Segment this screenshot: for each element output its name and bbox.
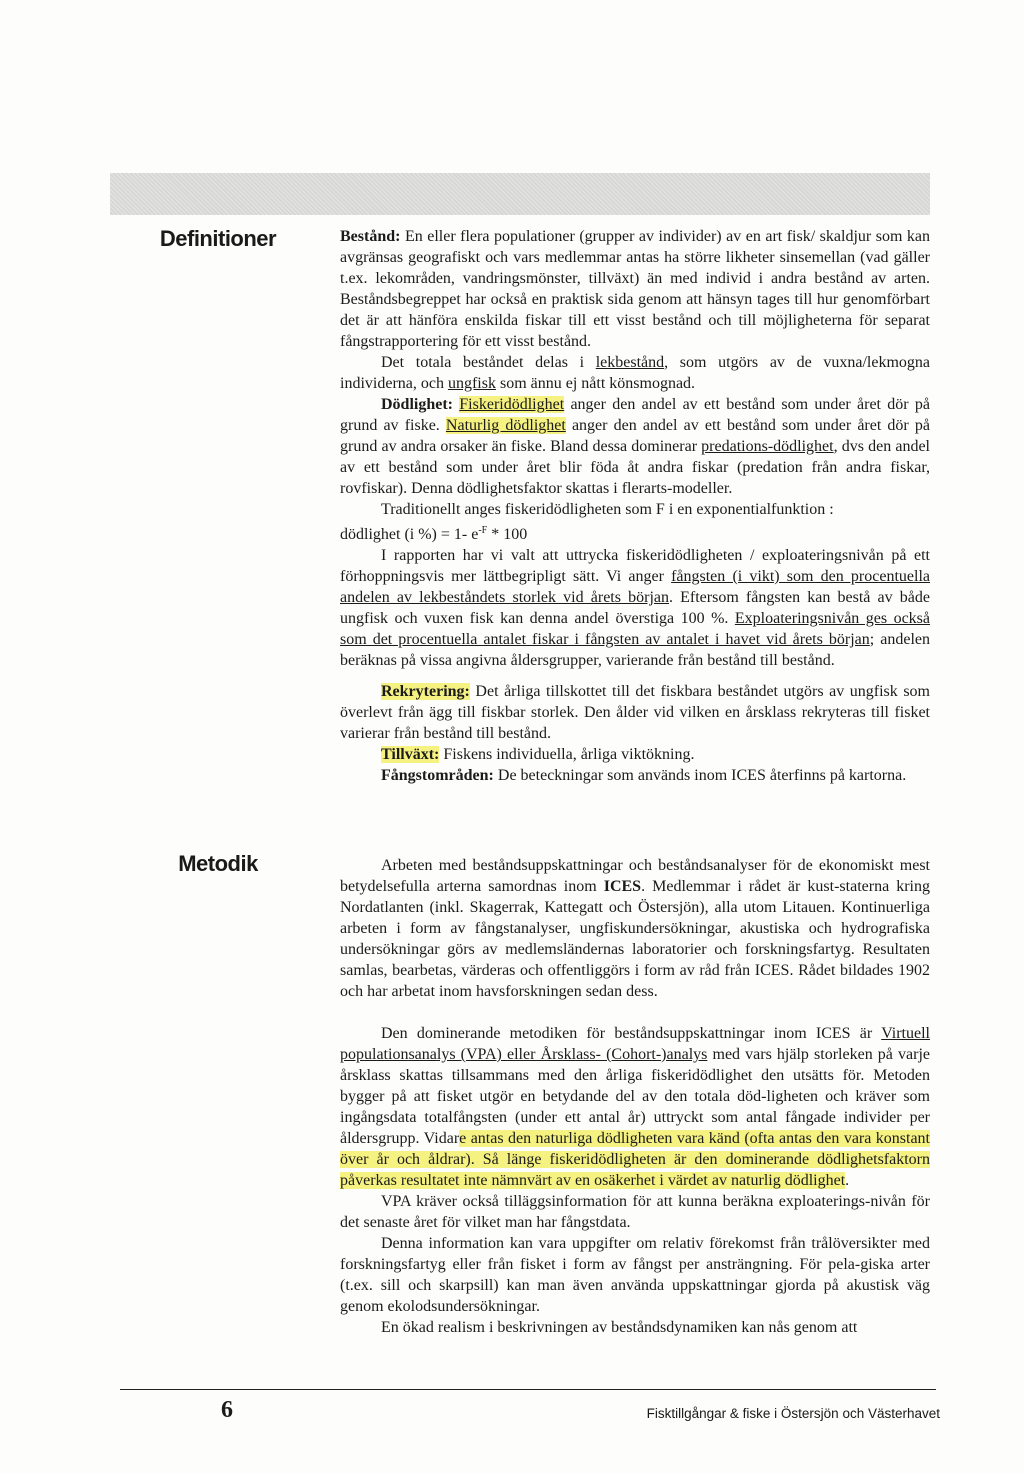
footer-title: Fisktillgångar & fiske i Östersjön och Västerhavet xyxy=(646,1406,940,1421)
definition-bestand xyxy=(340,226,930,352)
highlighted-term: Fiskeridödlighet xyxy=(459,396,565,413)
term-tillvaxt: Tillväxt: xyxy=(381,746,440,763)
methods-column xyxy=(340,855,930,1338)
underlined-term: ungfisk xyxy=(447,375,496,392)
text-run: anger den andel av ett bestånd som under året dör på grund av fiske. xyxy=(340,396,930,434)
section-heading-methods: Metodik xyxy=(178,851,258,876)
text-run: ; andelen beräknas på vissa angivna åldersgrupper, varierande från bestånd till bestånd. xyxy=(340,631,930,669)
term-bestand: Bestånd: xyxy=(340,228,401,245)
formula-exponent: -F xyxy=(478,525,488,536)
definition-fangstomraden xyxy=(340,765,930,786)
text-run: . xyxy=(845,1172,850,1189)
text-run: I rapporten har vi valt att uttrycka fiskeridödligheten / exploateringsnivån på ett förhoppningsvis mer lättbegripligt sätt. Vi anger xyxy=(340,547,930,585)
text-run: . Eftersom fångsten kan bestå av både ungfisk och vuxen fisk kan denna andel överstiga 100 %. xyxy=(340,589,930,627)
definition-tillvaxt xyxy=(340,744,930,765)
text-run: med vars hjälp storleken på varje årsklass skattas tillsammans med den årliga fiskeridödlighet den utsätts för. Metoden bygger på att fisket utgör en betydande del av den totala död-ligheten och kräver som ingångsdata totalfångsten (under ett antal år) uttryckt som antal fångade individer per åldersgrupp. Vidar xyxy=(340,1046,930,1147)
methods-paragraph-1 xyxy=(340,855,930,1002)
text-run: Det totala beståndet delas i xyxy=(381,354,596,371)
header-band xyxy=(110,173,930,215)
text-run: som ännu ej nått könsmognad. xyxy=(495,375,696,392)
term-fangstomraden: Fångstområden: xyxy=(381,767,494,784)
footer-rule xyxy=(120,1389,936,1390)
underlined-term: predations-dödlighet xyxy=(701,438,834,455)
definition-rekrytering xyxy=(340,681,930,744)
text-run: Det årliga tillskottet till det fiskbara beståndet utgörs av ungfisk som överlevt från ägg till fiskbar storlek. Den ålder vid vilken en årsklass rekryteras till fisket varierar från bestånd till bestånd. xyxy=(340,683,930,742)
methods-paragraph-3: VPA kräver också tilläggsinformation för att kunna beräkna exploaterings-nivån för det senaste året för vilket man har fångstdata. xyxy=(340,1193,930,1231)
term-dodlighet: Dödlighet: xyxy=(381,396,453,413)
text-run: Den dominerande metodiken för beståndsuppskattningar inom ICES är xyxy=(381,1025,882,1042)
underlined-phrase: fångsten (i vikt) som den procentuella andelen av lekbeståndets storlek vid årets början xyxy=(340,568,930,606)
text-run: Fiskens individuella, årliga viktökning. xyxy=(439,746,695,763)
text-run: Arbeten med beståndsuppskattningar och beståndsanalyser för de ekonomiskt mest betydelsefulla arterna samordnas inom xyxy=(340,857,930,895)
definition-dodlighet xyxy=(340,394,930,499)
methods-paragraph-4: Denna information kan vara uppgifter om relativ förekomst från trålöversikter med forskningsfartyg eller från fisket i form av fångst per ansträngning. För pela-giska arter (t.ex. sill och skarpsill) kan man även använda uppskattningar gjorda på akustisk väg genom ekolodsundersökningar. xyxy=(340,1235,930,1315)
text-run: , dvs den andel av ett bestånd som under året blir föda åt andra fiskar (predation från andra fiskar, rovfiskar). Denna dödlighetsfaktor skattas i flerarts-modeller. xyxy=(340,438,931,497)
term-rekrytering: Rekrytering: xyxy=(381,683,470,700)
formula-text: * 100 xyxy=(487,526,528,543)
paragraph-rapport xyxy=(340,545,930,671)
definitions-column xyxy=(340,226,930,786)
section-heading-definitions: Definitioner xyxy=(159,226,277,251)
text-run: , som utgörs av de vuxna/lekmogna individerna, och xyxy=(340,354,930,392)
page-number: 6 xyxy=(221,1397,233,1423)
text-run: anger den andel av ett bestånd som under året dör på grund av andra orsaker än fiske. Bland dessa dominerar xyxy=(340,417,930,455)
definition-text: En eller flera populationer (grupper av individer) av en art fisk/ skaldjur som kan avgränsas geografiskt och vars medlemmar antas ha större likheter sinsemellan (vad gäller t.ex. lekområden, vandringsmönster, tillväxt) än med individ i andra bestånd av arten. Beståndsbegreppet har också en praktisk sida genom att hänsyn tages till hur genomförbart det är att hänföra enskilda fiskar till ett visst bestånd och till möjligheterna för separat fångstrapportering för ett visst bestånd. xyxy=(340,228,930,350)
highlighted-passage: e antas den naturliga dödligheten vara känd (ofta antas den vara konstant över år och åldrar). Så länge fiskeridödligheten är den dominerande dödlighetsfaktorn påverkas resultatet inte nämnvärt av en osäkerhet i värdet av naturlig dödlighet xyxy=(340,1130,931,1189)
text-run: . Medlemmar i rådet är kust-staterna kring Nordatlanten (inkl. Skagerrak, Kattegatt och Östersjön), alla utom Litauen. Kontinuerliga arbeten i form av fångstanalyser, ungfiskundersökningar, akustiska och hydrografiska undersökningar görs av medlemsländernas laboratorier och forskningsfartyg. Resultaten samlas, bearbetas, värderas och offentliggörs i form av råd från ICES. Rådet bildades 1902 och har arbetat inom havsforskningen sedan dess. xyxy=(340,878,931,1000)
underlined-phrase: Virtuell populationsanalys (VPA) eller Årsklass- (Cohort-)analys xyxy=(340,1025,930,1063)
paragraph-tradition: Traditionellt anges fiskeridödligheten som F i en exponentialfunktion : xyxy=(381,501,834,518)
highlighted-term: Naturlig dödlighet xyxy=(445,417,566,434)
methods-paragraph-5: En ökad realism i beskrivningen av beståndsdynamiken kan nås genom att xyxy=(381,1319,858,1336)
underlined-phrase: Exploateringsnivån ges också som det procentuella antalet fiskar i fångsten av antalet i havet vid årets början xyxy=(340,610,930,648)
definition-total xyxy=(340,352,930,394)
methods-paragraph-2 xyxy=(340,1023,930,1191)
ices-term: ICES xyxy=(603,878,642,895)
text-run: De beteckningar som används inom ICES återfinns på kartorna. xyxy=(493,767,907,784)
formula-text: dödlighet (i %) = 1- e xyxy=(340,526,479,543)
underlined-term: lekbestånd xyxy=(595,354,665,371)
formula xyxy=(340,520,930,545)
